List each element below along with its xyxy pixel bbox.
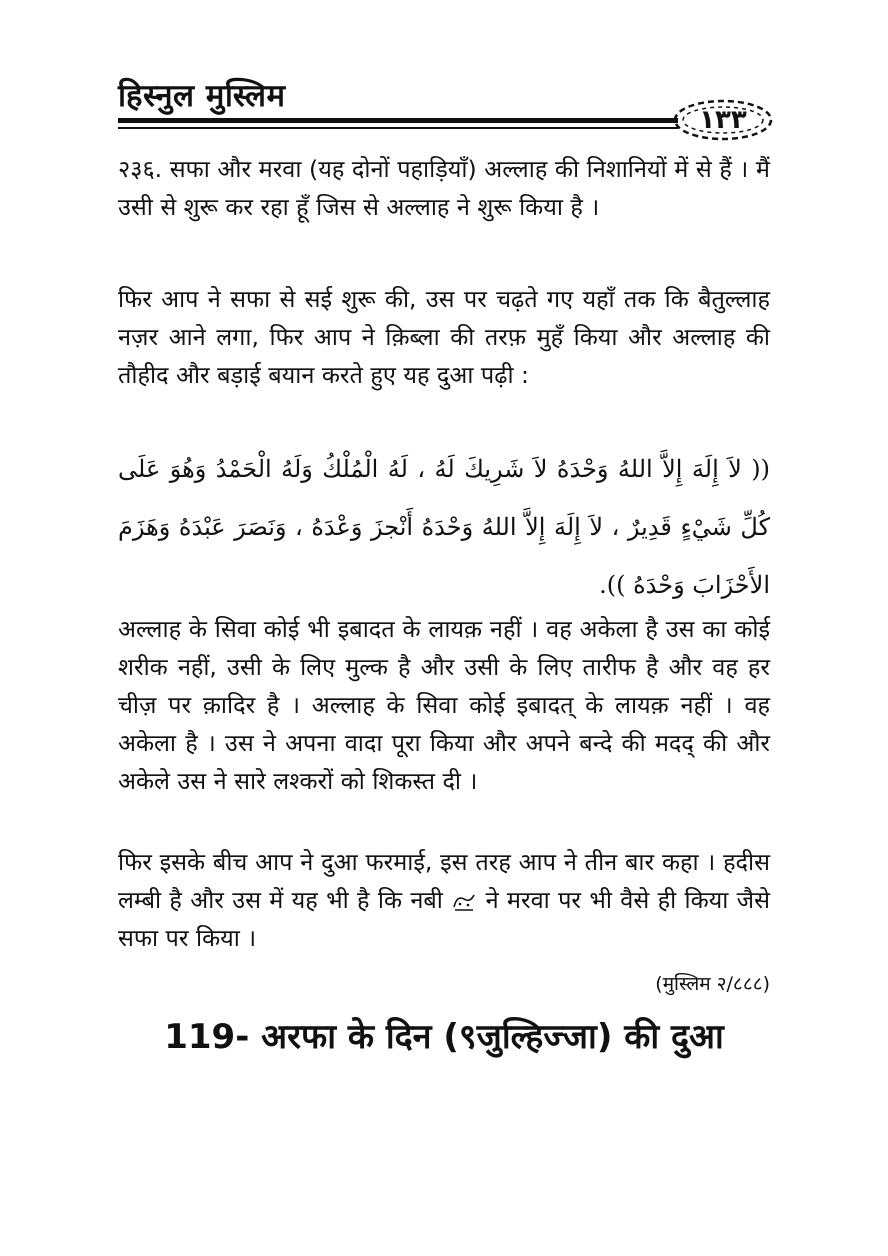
paragraph-intro: २३६. सफा और मरवा (यह दोनों पहाड़ियाँ) अल्लाह की निशानियों में से हैं । मैं उसी से शुरू कर रहा हूँ जिस से अल्लाह ने शुरू किया है ।	[118, 155, 770, 221]
arabic-dua-text: (( لاَ إِلَهَ إِلاَّ اللهُ وَحْدَهُ لاَ شَرِيكَ لَهُ ، لَهُ الْمُلْكُ وَلَهُ الْحَمْدُ وَهُوَ عَلَى كُلِّ شَيْءٍ قَدِيرٌ ، لاَ إِلَهَ إِلاَّ اللهُ وَحْدَهُ أَنْجزَ وَعْدَهُ ، وَنَصَرَ عَبْدَهُ وَهَزَمَ الأَحْزَابَ وَحْدَهُ )).	[118, 455, 770, 599]
book-title: हिस्नुल मुस्लिम	[118, 78, 286, 114]
paragraph-narration: फिर आप ने सफा से सई शुरू की, उस पर चढ़ते गए यहाँ तक कि बैतुल्लाह नज़र आने लगा, फिर आप ने क़िब्ला की तरफ़ मुहँ किया और अल्लाह की तौहीद और बड़ाई बयान करते हुए यह दुआ पढ़ी :	[118, 285, 770, 389]
paragraph-conclusion-part2: ने मरवा पर भी वैसे ही किया जैसे सफा पर किया ।	[118, 886, 770, 952]
page-number: ١٣٣	[699, 105, 747, 135]
hadith-reference: (मुस्लिम २/८८८)	[655, 973, 770, 995]
paragraph-conclusion	[118, 843, 770, 957]
paragraph-translation: अल्लाह के सिवा कोई भी इबादत के लायक़ नहीं । वह अकेला है उस का कोई शरीक नहीं, उसी के लिए मुल्क है और उसी के लिए तारीफ है और वह हर चीज़ पर क़ादिर है । अल्लाह के सिवा कोई इबादत् के लायक़ नहीं । वह अकेला है । उस ने अपना वादा पूरा किया और अपने बन्दे की मदद् की और अकेले उस ने सारे लश्करों को शिकस्त दी ।	[118, 615, 770, 795]
header-rule-thick	[118, 118, 678, 123]
paragraph-conclusion-part1: फिर इसके बीच आप ने दुआ फरमाई, इस तरह आप ने तीन बार कहा । हदीस लम्बी है और उस में यह भी है कि नबी	[118, 848, 770, 914]
section-heading: 119- अरफा के दिन (९जुल्हिज्जा) की दुआ	[164, 1017, 724, 1057]
salutation-icon	[451, 891, 477, 913]
header-rule-thin	[118, 127, 678, 129]
